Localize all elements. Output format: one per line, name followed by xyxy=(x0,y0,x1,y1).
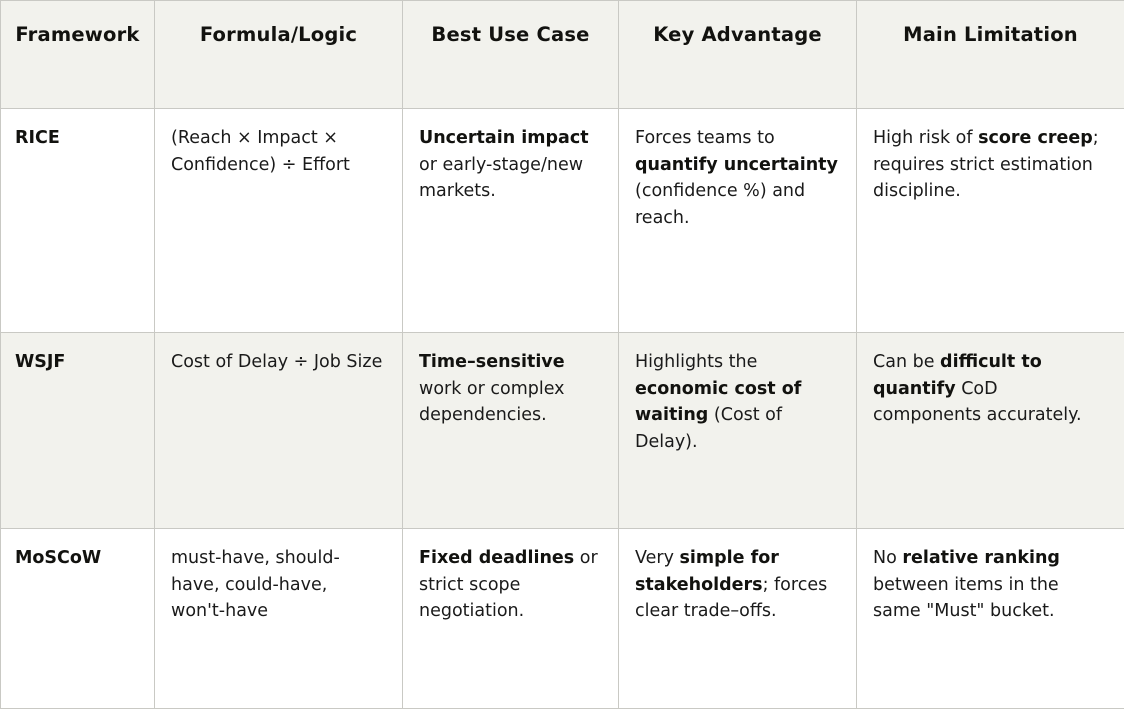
cell-text: Uncertain impact or early-stage/new markets. xyxy=(419,125,602,205)
cell-text: Highlights the economic cost of waiting (Cost of Delay). xyxy=(635,349,840,455)
table-body xyxy=(1,109,1124,709)
cell-formula-logic xyxy=(155,529,403,709)
cell-text: High risk of score creep; requires strict estimation discipline. xyxy=(873,125,1108,205)
cell-text: Can be difficult to quantify CoD components accurately. xyxy=(873,349,1108,429)
cell-text: Cost of Delay ÷ Job Size xyxy=(171,349,386,376)
column-header-framework: Framework xyxy=(1,1,155,109)
cell-best-use-case xyxy=(403,333,619,529)
cell-text: (Reach × Impact × Confidence) ÷ Effort xyxy=(171,125,386,178)
column-header-best-use-case: Best Use Case xyxy=(403,1,619,109)
cell-main-limitation xyxy=(857,333,1124,529)
cell-main-limitation xyxy=(857,109,1124,333)
cell-text: must-have, should-have, could-have, won't-have xyxy=(171,545,386,625)
table-row xyxy=(1,333,1124,529)
cell-text: Forces teams to quantify uncertainty (confidence %) and reach. xyxy=(635,125,840,231)
table-header xyxy=(1,1,1124,109)
cell-key-advantage xyxy=(619,333,857,529)
cell-text: Very simple for stakeholders; forces clear trade–offs. xyxy=(635,545,840,625)
cell-formula-logic xyxy=(155,333,403,529)
column-header-main-limitation: Main Limitation xyxy=(857,1,1124,109)
column-header-key-advantage: Key Advantage xyxy=(619,1,857,109)
cell-formula-logic xyxy=(155,109,403,333)
column-header-formula-logic: Formula/Logic xyxy=(155,1,403,109)
cell-main-limitation xyxy=(857,529,1124,709)
cell-best-use-case xyxy=(403,529,619,709)
cell-framework-name: WSJF xyxy=(1,333,155,529)
table-row xyxy=(1,529,1124,709)
cell-best-use-case xyxy=(403,109,619,333)
cell-key-advantage xyxy=(619,109,857,333)
cell-text: Fixed deadlines or strict scope negotiation. xyxy=(419,545,602,625)
cell-framework-name: MoSCoW xyxy=(1,529,155,709)
cell-text: Time–sensitive work or complex dependencies. xyxy=(419,349,602,429)
cell-key-advantage xyxy=(619,529,857,709)
table-header-row xyxy=(1,1,1124,109)
table-row xyxy=(1,109,1124,333)
cell-framework-name: RICE xyxy=(1,109,155,333)
cell-text: No relative ranking between items in the same "Must" bucket. xyxy=(873,545,1108,625)
